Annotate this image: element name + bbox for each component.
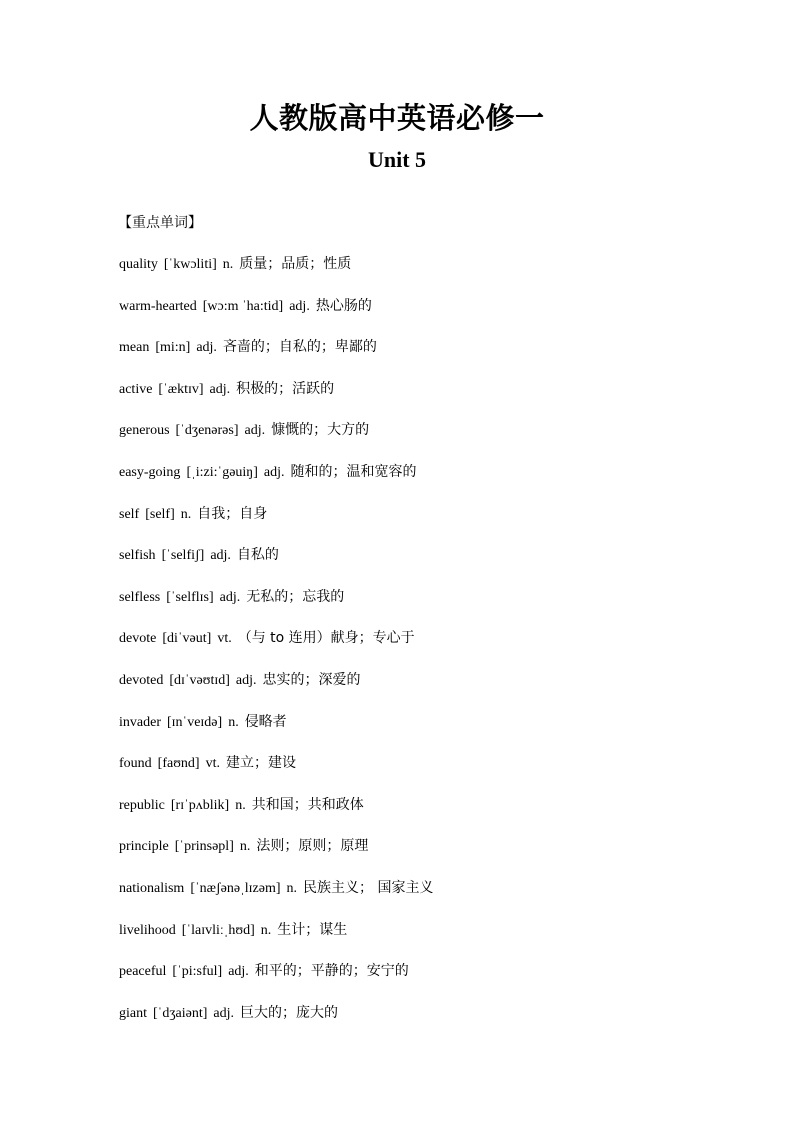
- vocab-word: warm-hearted: [119, 298, 197, 314]
- vocab-part-of-speech: adj.: [235, 672, 257, 688]
- vocab-part-of-speech: adj.: [244, 423, 266, 439]
- vocab-phonetic: [ˌi:zi:ˈgəuiŋ]: [186, 464, 258, 480]
- vocab-part-of-speech: adj.: [196, 340, 217, 356]
- vocab-phonetic: [diˈvəut]: [162, 631, 212, 647]
- vocab-phonetic: [self]: [145, 506, 175, 522]
- vocab-meaning: 自私的: [236, 547, 279, 564]
- vocab-part-of-speech: n.: [239, 839, 251, 855]
- vocab-meaning: 巨大的；庞大的: [240, 1004, 339, 1021]
- vocab-phonetic: [ˈdʒaiənt]: [153, 1005, 208, 1021]
- vocab-part-of-speech: n.: [222, 257, 234, 272]
- vocab-entry: [119, 918, 433, 960]
- vocab-meaning: 共和国；共和政体: [251, 796, 364, 813]
- vocab-phonetic: [ˈdʒenərəs]: [175, 423, 239, 439]
- vocab-entry: [119, 626, 433, 668]
- vocab-part-of-speech: vt.: [205, 756, 220, 772]
- vocab-word: quality: [119, 257, 158, 272]
- vocab-entry: [119, 959, 433, 1001]
- vocab-meaning: 忠实的；深爱的: [262, 671, 361, 688]
- vocab-list: [119, 252, 433, 1042]
- vocab-meaning: 吝啬的；自私的；卑鄙的: [222, 339, 377, 356]
- vocab-word: self: [119, 506, 140, 522]
- vocab-phonetic: [wɔ:m ˈha:tid]: [202, 298, 284, 314]
- vocab-entry: [119, 668, 433, 710]
- vocab-part-of-speech: n.: [260, 922, 272, 938]
- vocab-phonetic: [ˈselflɪs]: [166, 589, 214, 605]
- vocab-meaning: 无私的；忘我的: [246, 588, 345, 605]
- vocab-entry: [119, 585, 433, 627]
- vocab-entry: [119, 834, 433, 876]
- vocab-part-of-speech: n.: [180, 506, 192, 522]
- vocab-phonetic: [mi:n]: [155, 340, 191, 356]
- vocab-word: devote: [119, 631, 157, 647]
- vocab-meaning: 民族主义； 国家主义: [303, 879, 434, 896]
- vocab-part-of-speech: adj.: [289, 298, 310, 314]
- vocab-part-of-speech: adj.: [213, 1005, 235, 1021]
- vocab-phonetic: [ˈkwɔliti]: [163, 257, 217, 272]
- vocab-entry: [119, 418, 433, 460]
- vocab-phonetic: [ɪnˈveɪdə]: [166, 714, 223, 730]
- vocab-word: selfish: [119, 548, 156, 564]
- vocab-meaning: 热心肠的: [315, 297, 372, 314]
- vocab-part-of-speech: adj.: [263, 464, 285, 480]
- unit-heading: Unit 5: [367, 147, 427, 172]
- vocab-entry: [119, 1001, 433, 1043]
- vocab-entry: [119, 543, 433, 585]
- vocab-meaning: 积极的；活跃的: [236, 380, 335, 397]
- vocab-word: giant: [119, 1005, 147, 1021]
- vocab-part-of-speech: adj.: [228, 964, 249, 980]
- vocab-meaning: 法则；原则；原理: [256, 838, 369, 855]
- vocab-entry: [119, 460, 433, 502]
- vocab-meaning: 建立；建设: [225, 755, 296, 772]
- vocab-meaning: 随和的；温和宽容的: [290, 463, 417, 480]
- vocab-part-of-speech: vt.: [217, 631, 232, 647]
- vocab-phonetic: [dɪˈvəʊtɪd]: [169, 672, 230, 688]
- vocab-word: selfless: [119, 589, 161, 605]
- vocab-phonetic: [ˈæktɪv]: [158, 381, 204, 397]
- vocab-word: generous: [119, 423, 170, 439]
- vocab-entry: [119, 502, 433, 544]
- section-label: 【重点单词】: [118, 215, 202, 231]
- vocab-phonetic: [faʊnd]: [157, 756, 200, 772]
- vocab-word: active: [119, 381, 153, 397]
- vocab-word: principle: [119, 839, 169, 855]
- vocab-word: nationalism: [119, 880, 185, 896]
- vocab-word: peaceful: [119, 964, 167, 980]
- vocab-entry: [119, 335, 433, 377]
- vocab-part-of-speech: n.: [235, 797, 246, 813]
- vocab-phonetic: [ˈlaɪvliːˌhʊd]: [181, 922, 255, 938]
- vocab-entry: [119, 710, 433, 752]
- vocab-part-of-speech: n.: [228, 714, 239, 730]
- vocab-phonetic: [ˈnæʃənəˌlɪzəm]: [190, 880, 281, 896]
- vocab-entry: [119, 751, 433, 793]
- vocab-word: livelihood: [119, 922, 176, 938]
- vocab-phonetic: [ˈprinsəpl]: [174, 839, 234, 855]
- vocab-meaning: 质量；品质；性质: [239, 256, 352, 272]
- vocab-entry: [119, 377, 433, 419]
- vocab-meaning: 慷慨的；大方的: [271, 422, 370, 439]
- vocab-word: republic: [119, 797, 165, 813]
- vocab-part-of-speech: adj.: [209, 381, 231, 397]
- vocab-word: mean: [119, 340, 150, 356]
- vocab-part-of-speech: adj.: [219, 589, 241, 605]
- vocab-meaning: （与 to 连用）献身；专心于: [237, 630, 415, 647]
- vocab-entry: [119, 294, 433, 336]
- vocab-entry: [119, 793, 433, 835]
- vocab-part-of-speech: n.: [286, 880, 298, 896]
- vocab-phonetic: [ˈpi:sful]: [172, 964, 223, 980]
- vocab-word: devoted: [119, 672, 164, 688]
- vocab-word: found: [119, 756, 152, 772]
- vocab-word: easy-going: [119, 464, 181, 480]
- vocab-meaning: 和平的；平静的；安宁的: [254, 963, 409, 980]
- vocab-meaning: 侵略者: [244, 713, 287, 730]
- vocab-word: invader: [119, 714, 161, 730]
- vocab-meaning: 生计；谋生: [277, 921, 348, 938]
- vocab-meaning: 自我；自身: [197, 505, 268, 522]
- vocab-entry: [119, 252, 433, 294]
- page-title: 人教版高中英语必修一: [249, 101, 545, 135]
- vocab-part-of-speech: adj.: [210, 548, 231, 564]
- vocab-entry: [119, 876, 433, 918]
- vocab-phonetic: [rɪˈpʌblik]: [170, 797, 230, 813]
- vocab-phonetic: [ˈselfiʃ]: [161, 548, 205, 564]
